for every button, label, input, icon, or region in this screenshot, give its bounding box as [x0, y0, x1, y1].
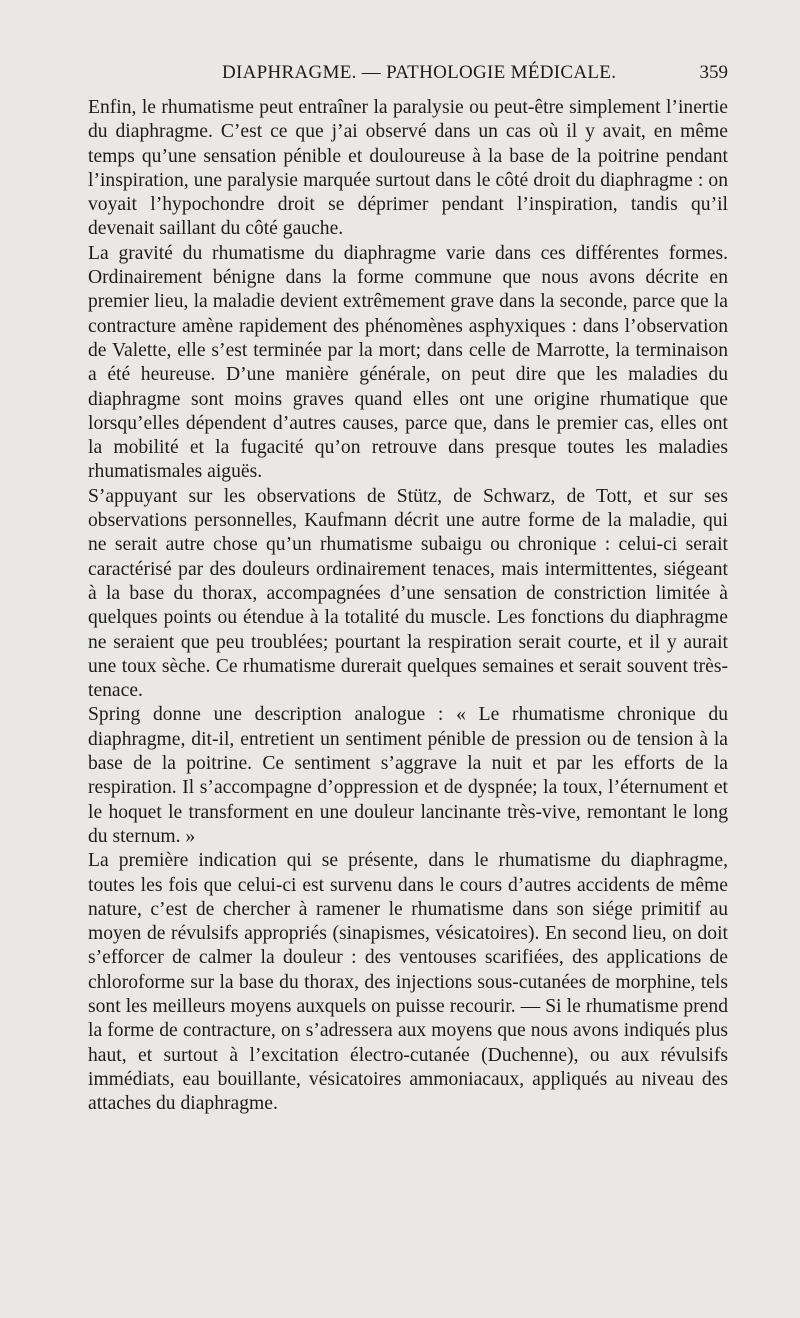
paragraph: S’appuyant sur les observations de Stütz, de Schwarz, de Tott, et sur ses observations personnelles, Kaufmann décrit une autre forme de la maladie, qui ne serait autre chose qu’un rhumatisme subaigu ou chronique : celui-ci serait caractérisé par des douleurs ordinairement tenaces, mais intermittentes, siégeant à la base du thorax, accompagnées d’une sensation de constriction limitée à quelques points ou étendue à la totalité du muscle. Les fonctions du diaphragme ne seraient que peu troublées; pourtant la respiration serait courte, et il y aurait une toux sèche. Ce rhumatisme durerait quelques semaines et serait souvent très-tenace.: [88, 485, 728, 702]
body-text: [88, 96, 728, 1116]
paragraph: Enfin, le rhumatisme peut entraîner la paralysie ou peut-être simplement l’inertie du diaphragme. C’est ce que j’ai observé dans un cas où il y avait, en même temps qu’une sensation pénible et douloureuse à la base de la poitrine pendant l’inspiration, une paralysie marquée surtout dans le côté droit du diaphragme : on voyait l’hypochondre droit se déprimer pendant l’inspiration, tandis qu’il devenait saillant du côté gauche.: [88, 97, 728, 240]
running-title: DIAPHRAGME. — PATHOLOGIE MÉDICALE.: [222, 62, 617, 83]
page-number: 359: [699, 62, 728, 83]
running-header: [80, 62, 728, 90]
paragraph: La gravité du rhumatisme du diaphragme varie dans ces différentes formes. Ordinairement bénigne dans la forme commune que nous avons décrite en premier lieu, la maladie devient extrêmement grave dans la seconde, parce que la contracture amène rapidement des phénomènes asphyxiques : dans l’observation de Valette, elle s’est terminée par la mort; dans celle de Marrotte, la terminaison a été heureuse. D’une manière générale, on peut dire que les maladies du diaphragme sont moins graves quand elles ont une origine rhumatique que lorsqu’elles dépendent d’autres causes, parce que, dans le premier cas, elles ont la mobilité et la fugacité qu’on retrouve dans presque toutes les maladies rhumatismales aiguës.: [88, 242, 728, 483]
paragraph: La première indication qui se présente, dans le rhumatisme du diaphragme, toutes les fois que celui-ci est survenu dans le cours d’autres accidents de même nature, c’est de chercher à ramener le rhumatisme dans son siége primitif au moyen de révulsifs appropriés (sinapismes, vésicatoires). En second lieu, on doit s’efforcer de calmer la douleur : des ventouses scarifiées, des applications de chloroforme sur la base du thorax, des injections sous-cutanées de morphine, tels sont les meilleurs moyens auxquels on puisse recourir. — Si le rhumatisme prend la forme de contracture, on s’adressera aux moyens que nous avons indiqués plus haut, et surtout à l’excitation électro-cutanée (Duchenne), ou aux révulsifs immédiats, eau bouillante, vésicatoires ammoniacaux, appliqués au niveau des attaches du diaphragme.: [88, 850, 728, 1115]
paragraph: Spring donne une description analogue : « Le rhumatisme chronique du diaphragme, dit-il, entretient un sentiment pénible de pression ou de tension à la base de la poitrine. Ce sentiment s’aggrave la nuit et par les efforts de la respiration. Il s’accompagne d’oppression et de dyspnée; la toux, l’éternument et le hoquet le transforment en une douleur lancinante très-vive, remontant le long du sternum. »: [88, 704, 728, 847]
